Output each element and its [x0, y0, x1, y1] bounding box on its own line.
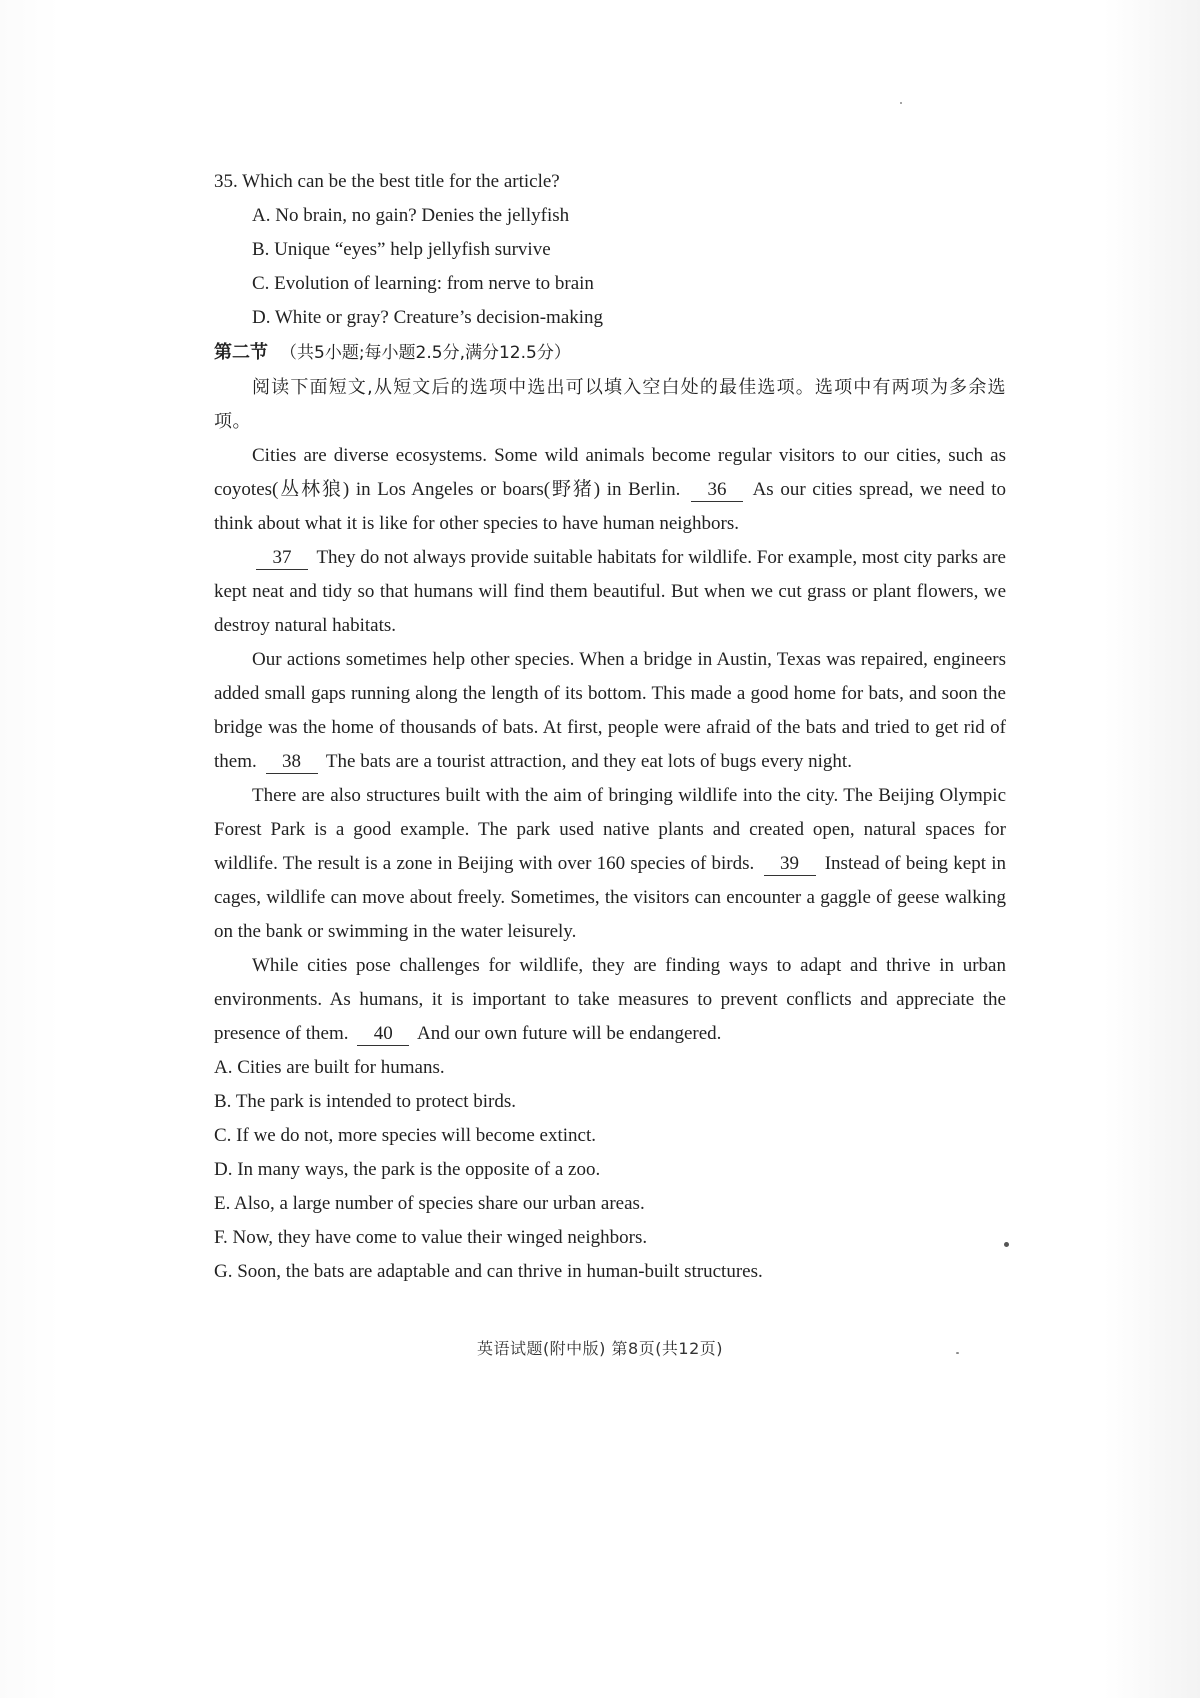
choice-g: G. Soon, the bats are adaptable and can thrive in human-built structures. — [214, 1261, 763, 1282]
answer-choices — [214, 1051, 1006, 1289]
question-35-option-b: B. Unique “eyes” help jellyfish survive — [252, 239, 551, 260]
choice-d: D. In many ways, the park is the opposite of a zoo. — [214, 1159, 601, 1180]
passage-paragraph-5 — [214, 949, 1006, 1051]
section-2-scoring: （共5小题;每小题2.5分,满分12.5分） — [280, 343, 571, 363]
scan-speck — [956, 1352, 959, 1354]
passage-p5-text-a: While cities pose challenges for wildlife, they are finding ways to adapt and thrive in urban environments. As humans, it is important to take measures to prevent conflicts and appreciate the presence of them. — [214, 955, 1006, 1044]
question-35-stem: 35. Which can be the best title for the article? — [214, 171, 560, 192]
choice-a: A. Cities are built for humans. — [214, 1057, 445, 1078]
passage-paragraph-3 — [214, 643, 1006, 779]
blank-39: 39 — [764, 853, 816, 876]
blank-37: 37 — [256, 547, 308, 570]
choice-b: B. The park is intended to protect birds. — [214, 1091, 517, 1112]
section-2-heading — [214, 335, 1006, 371]
passage-p1-text-a: Cities are diverse ecosystems. Some wild animals become regular visitors to our cities, such as coyotes(丛林狼) in Los Angeles or boars(野猪) in Berlin. — [214, 445, 1006, 500]
scan-speck — [1004, 1242, 1009, 1247]
passage-p4-text-a: There are also structures built with the aim of bringing wildlife into the city. The Beijing Olympic Forest Park is a good example. The park used native plants and created open, natural spaces for wildlife. The result is a zone in Beijing with over 160 species of birds. — [214, 785, 1006, 874]
section-2-title: 第二节 — [214, 342, 268, 363]
choice-e: E. Also, a large number of species share our urban areas. — [214, 1193, 645, 1214]
passage-paragraph-2 — [214, 541, 1006, 643]
passage-paragraph-4 — [214, 779, 1006, 949]
passage-p5-text-b: And our own future will be endangered. — [416, 1023, 722, 1044]
blank-36: 36 — [691, 479, 743, 502]
passage-p3-text-b: The bats are a tourist attraction, and they eat lots of bugs every night. — [325, 751, 852, 772]
choice-c: C. If we do not, more species will become extinct. — [214, 1125, 597, 1146]
exam-content — [214, 165, 1006, 1289]
blank-40: 40 — [357, 1023, 409, 1046]
question-35-option-c: C. Evolution of learning: from nerve to brain — [252, 273, 594, 294]
passage-paragraph-1 — [214, 439, 1006, 541]
choice-f: F. Now, they have come to value their winged neighbors. — [214, 1227, 648, 1248]
passage-p2-text: They do not always provide suitable habitats for wildlife. For example, most city parks are kept neat and tidy so that humans will find them beautiful. But when we cut grass or plant flowers, we destroy natural habitats. — [214, 547, 1006, 636]
question-35 — [214, 165, 1006, 335]
question-35-option-a: A. No brain, no gain? Denies the jellyfish — [252, 205, 570, 226]
blank-38: 38 — [266, 751, 318, 774]
question-35-option-d: D. White or gray? Creature’s decision-making — [252, 307, 604, 328]
reading-passage — [214, 439, 1006, 1051]
section-2-instructions: 阅读下面短文,从短文后的选项中选出可以填入空白处的最佳选项。选项中有两项为多余选项。 — [214, 377, 1006, 432]
passage-p1-text-b: As our cities spread, we need to think about what it is like for other species to have human neighbors. — [214, 479, 1007, 534]
passage-p4-text-b: Instead of being kept in cages, wildlife can move about freely. Sometimes, the visitors can encounter a gaggle of geese walking on the bank or swimming in the water leisurely. — [214, 853, 1006, 942]
scan-speck — [900, 102, 902, 104]
passage-p3-text-a: Our actions sometimes help other species. When a bridge in Austin, Texas was repaired, engineers added small gaps running along the length of its bottom. This made a good home for bats, and soon the bridge was the home of thousands of bats. At first, people were afraid of the bats and tried to get rid of them. — [214, 649, 1006, 772]
page-footer: 英语试题(附中版) 第8页(共12页) — [476, 1339, 724, 1358]
